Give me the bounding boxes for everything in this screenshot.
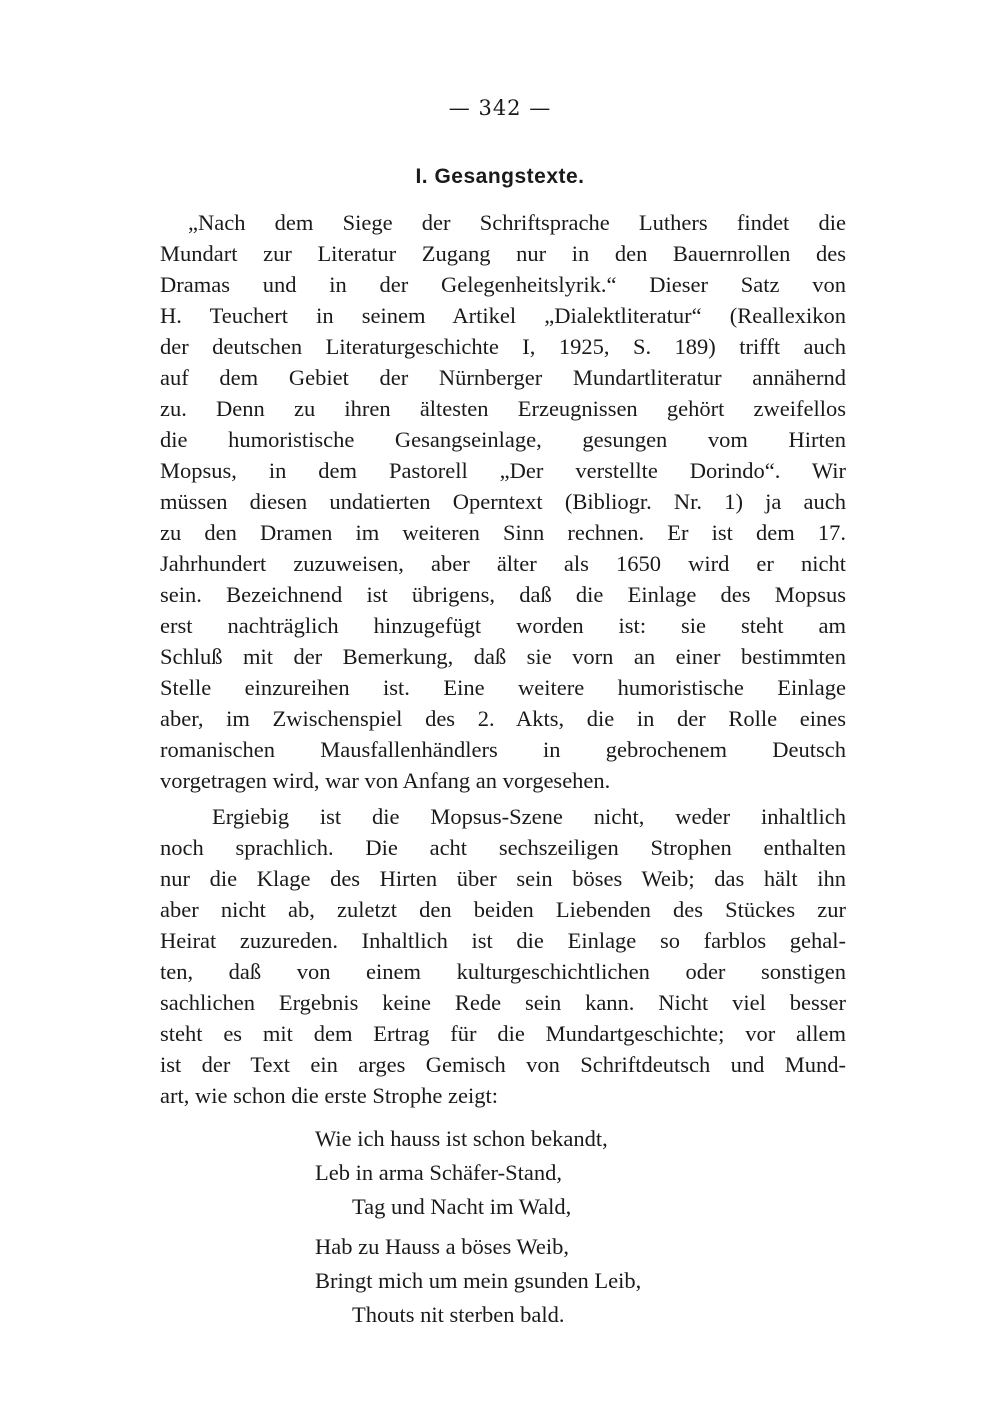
paragraph-line: Mundart zur Literatur Zugang nur in den Bauernrollen des bbox=[160, 241, 846, 266]
page-number: — 342 — bbox=[448, 96, 552, 120]
verse-line: Hab zu Hauss a böses Weib, bbox=[315, 1234, 569, 1259]
paragraph-line: ist der Text ein arges Gemisch von Schriftdeutsch und Mund- bbox=[160, 1052, 846, 1077]
paragraph-line: sachlichen Ergebnis keine Rede sein kann. Nicht viel besser bbox=[160, 990, 846, 1015]
verse-line: Bringt mich um mein gsunden Leib, bbox=[315, 1268, 642, 1293]
paragraph-line: zu den Dramen im weiteren Sinn rechnen. Er ist dem 17. bbox=[160, 520, 846, 545]
paragraph-line: Ergiebig ist die Mopsus-Szene nicht, weder inhaltlich bbox=[212, 804, 846, 829]
paragraph-line: Jahrhundert zuzuweisen, aber älter als 1650 wird er nicht bbox=[160, 551, 846, 576]
paragraph-line: ten, daß von einem kulturgeschichtlichen oder sonstigen bbox=[160, 959, 846, 984]
verse-line: Thouts nit sterben bald. bbox=[352, 1302, 565, 1327]
paragraph-line: vorgetragen wird, war von Anfang an vorgesehen. bbox=[160, 768, 611, 793]
paragraph-1 bbox=[160, 207, 846, 796]
paragraph-line: der deutschen Literaturgeschichte I, 1925, S. 189) trifft auch bbox=[160, 334, 846, 359]
paragraph-line: romanischen Mausfallenhändlers in gebrochenem Deutsch bbox=[160, 737, 846, 762]
paragraph-line: Dramas und in der Gelegenheitslyrik.“ Dieser Satz von bbox=[160, 272, 846, 297]
paragraph-line: nur die Klage des Hirten über sein böses Weib; das hält ihn bbox=[160, 866, 846, 891]
paragraph-line: Schluß mit der Bemerkung, daß sie vorn an einer bestimmten bbox=[160, 644, 846, 669]
verse-line: Tag und Nacht im Wald, bbox=[352, 1194, 572, 1219]
verse-stanza-1 bbox=[315, 1122, 608, 1224]
paragraph-line: steht es mit dem Ertrag für die Mundartgeschichte; vor allem bbox=[160, 1021, 846, 1046]
paragraph-line: sein. Bezeichnend ist übrigens, daß die Einlage des Mopsus bbox=[160, 582, 846, 607]
section-heading: I. Gesangstexte. bbox=[415, 165, 585, 188]
paragraph-line: „Nach dem Siege der Schriftsprache Luthers findet die bbox=[188, 210, 846, 235]
paragraph-line: Mopsus, in dem Pastorell „Der verstellte Dorindo“. Wir bbox=[160, 458, 846, 483]
paragraph-line: die humoristische Gesangseinlage, gesungen vom Hirten bbox=[160, 427, 846, 452]
verse-line: Leb in arma Schäfer-Stand, bbox=[315, 1160, 562, 1185]
verse-line: Wie ich hauss ist schon bekandt, bbox=[315, 1126, 608, 1151]
paragraph-2 bbox=[160, 801, 846, 1111]
verse-stanza-2 bbox=[315, 1230, 641, 1332]
paragraph-line: auf dem Gebiet der Nürnberger Mundartliteratur annähernd bbox=[160, 365, 846, 390]
paragraph-line: noch sprachlich. Die acht sechszeiligen Strophen enthalten bbox=[160, 835, 846, 860]
paragraph-line: aber, im Zwischenspiel des 2. Akts, die in der Rolle eines bbox=[160, 706, 846, 731]
paragraph-line: zu. Denn zu ihren ältesten Erzeugnissen gehört zweifellos bbox=[160, 396, 846, 421]
paragraph-line: aber nicht ab, zuletzt den beiden Liebenden des Stückes zur bbox=[160, 897, 846, 922]
paragraph-line: erst nachträglich hinzugefügt worden ist: sie steht am bbox=[160, 613, 846, 638]
paragraph-line: Stelle einzureihen ist. Eine weitere humoristische Einlage bbox=[160, 675, 846, 700]
paragraph-line: müssen diesen undatierten Operntext (Bibliogr. Nr. 1) ja auch bbox=[160, 489, 846, 514]
paragraph-line: H. Teuchert in seinem Artikel „Dialektliteratur“ (Reallexikon bbox=[160, 303, 846, 328]
paragraph-line: Heirat zuzureden. Inhaltlich ist die Einlage so farblos gehal- bbox=[160, 928, 846, 953]
paragraph-line: art, wie schon die erste Strophe zeigt: bbox=[160, 1083, 499, 1108]
